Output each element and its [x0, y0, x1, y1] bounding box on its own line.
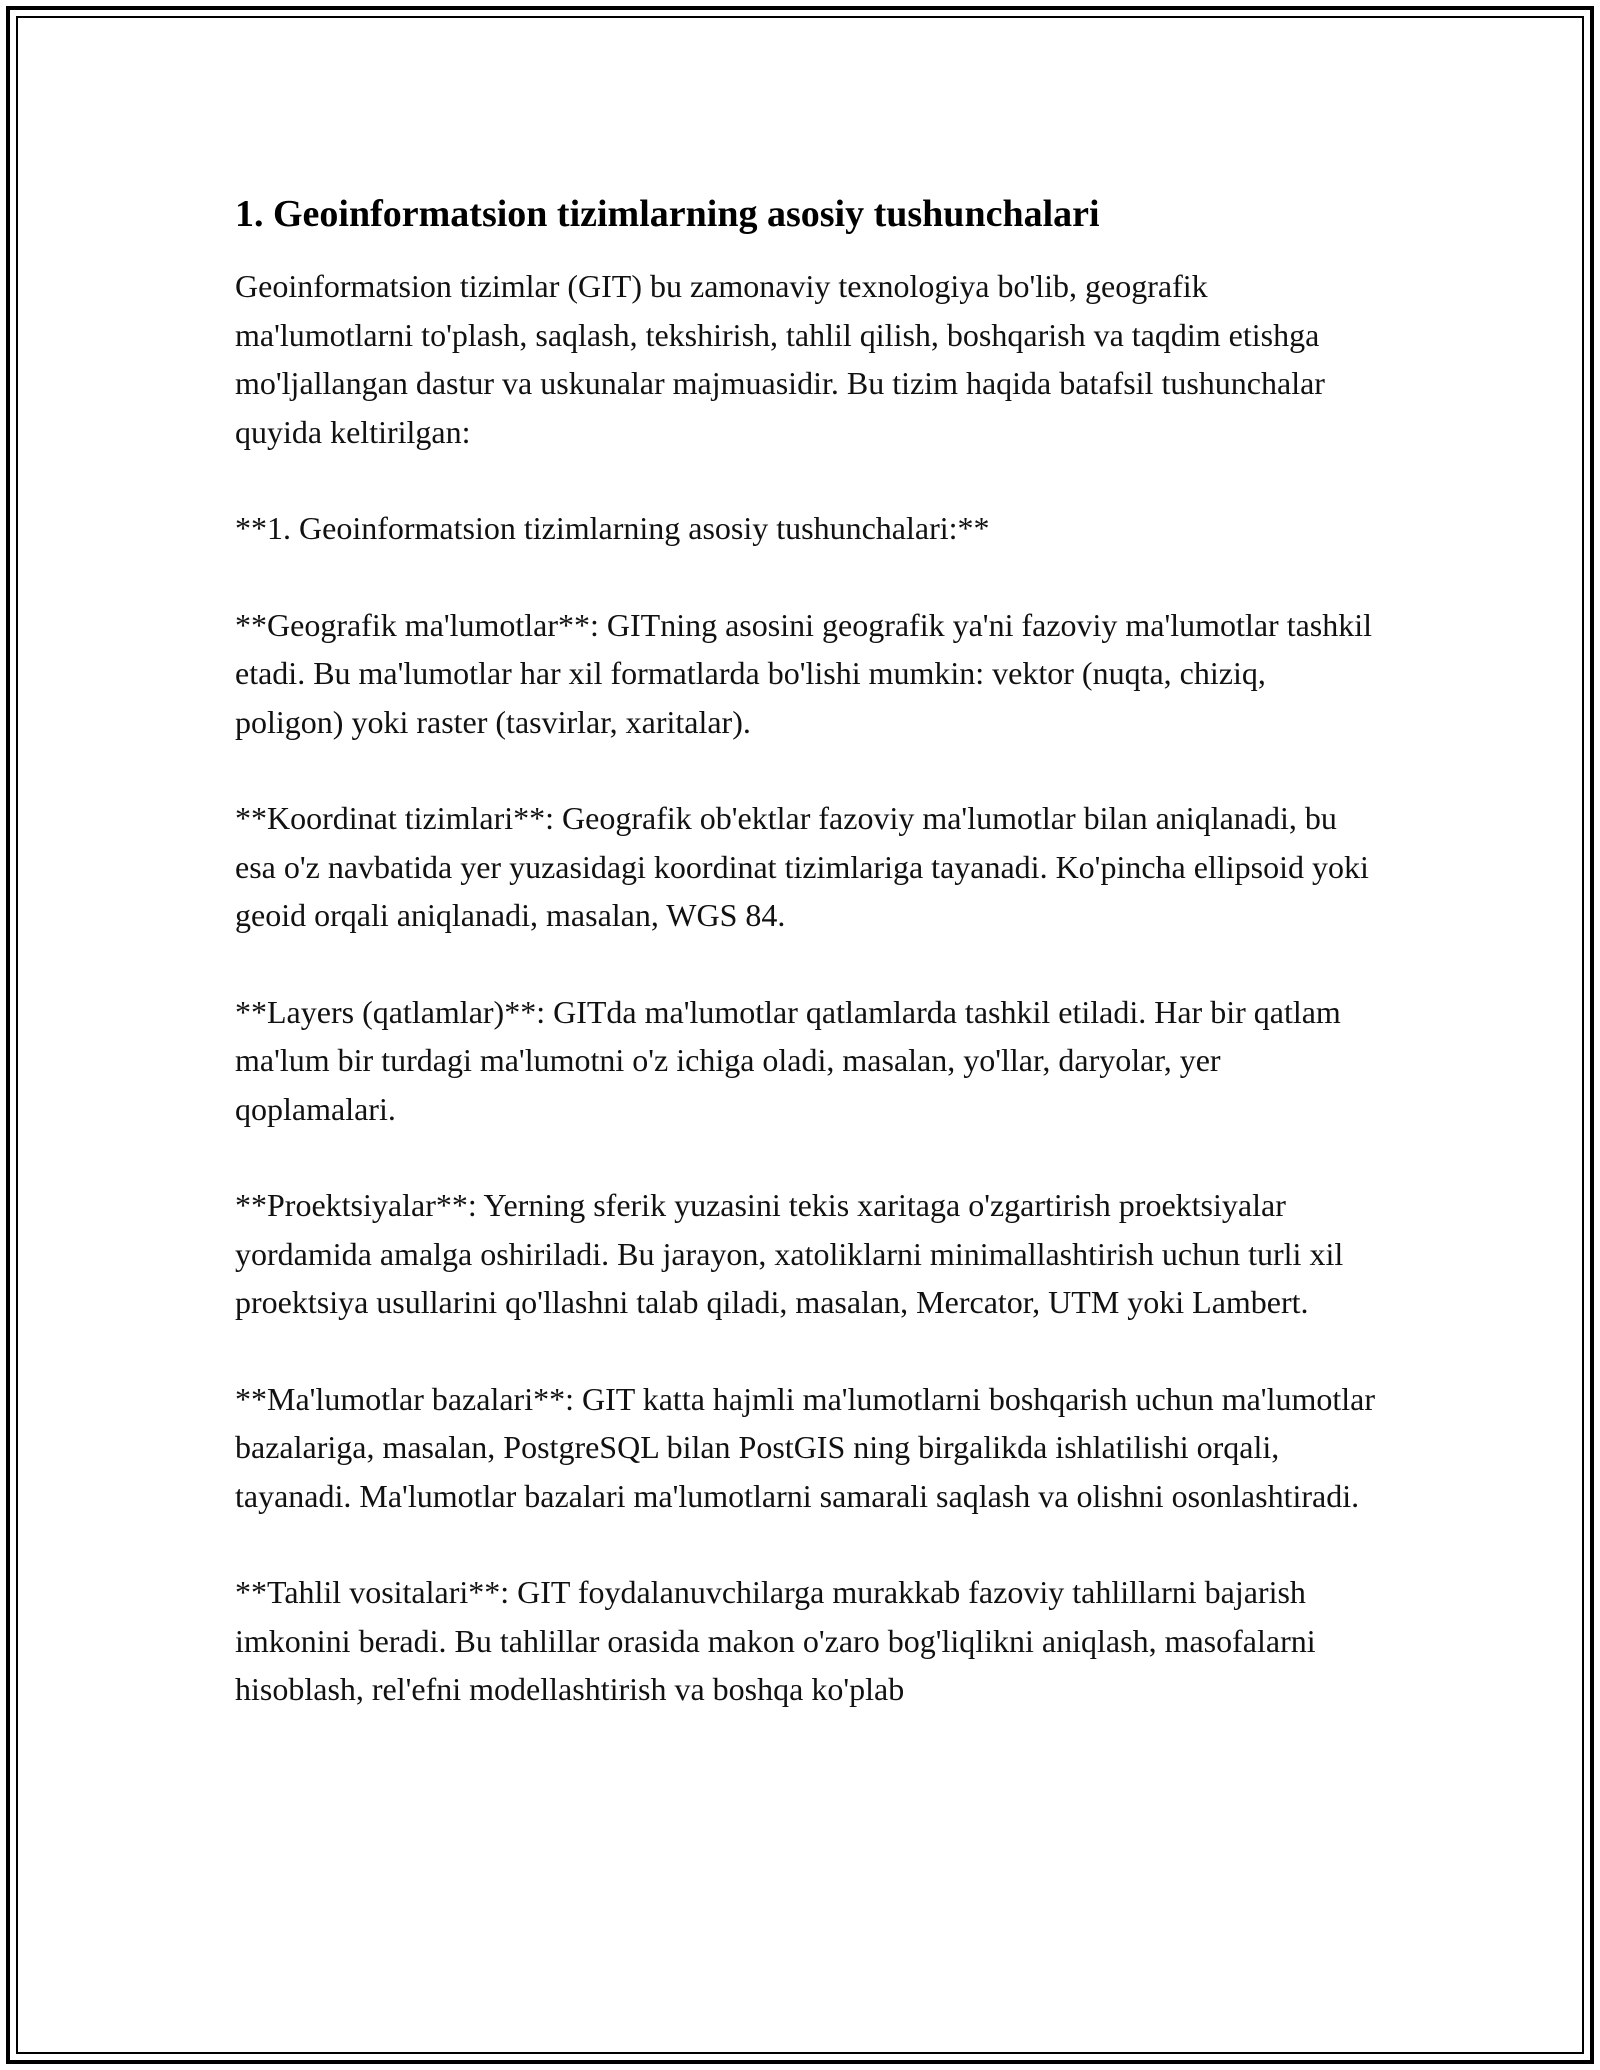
- paragraph-layers: **Layers (qatlamlar)**: GITda ma'lumotlar qatlamlarda tashkil etiladi. Har bir qatlam ma'lum bir turdagi ma'lumotni o'z ichiga oladi, masalan, yo'llar, daryolar, yer qoplamalari.: [235, 993, 1341, 1127]
- paragraph-projections: **Proektsiyalar**: Yerning sferik yuzasini tekis xaritaga o'zgartirish proektsiyalar yordamida amalga oshiriladi. Bu jarayon, xatoliklarni minimallashtirish uchun turli xil proektsiya usullarini qo'llashni talab qiladi, masalan, Mercator, UTM yoki Lambert.: [235, 1187, 1344, 1320]
- document-title: 1. Geoinformatsion tizimlarning asosiy tushunchalari: [235, 193, 1100, 235]
- paragraph-analysis-tools: **Tahlil vositalari**: GIT foydalanuvchilarga murakkab fazoviy tahlillarni bajarish imkonini beradi. Bu tahlillar orasida makon o'zaro bog'liqlikni aniqlash, masofalarni hisoblash, rel'efni modellashtirish va boshqa ko'plab: [235, 1574, 1316, 1707]
- intro-paragraph: Geoinformatsion tizimlar (GIT) bu zamonaviy texnologiya bo'lib, geografik ma'lumotlarni to'plash, saqlash, tekshirish, tahlil qilish, boshqarish va taqdim etishga mo'ljallangan dastur va uskunalar majmuasidir. Bu tizim haqida batafsil tushunchalar quyida keltirilgan:: [235, 268, 1325, 450]
- paragraph-databases: **Ma'lumotlar bazalari**: GIT katta hajmli ma'lumotlarni boshqarish uchun ma'lumotlar bazalariga, masalan, PostgreSQL bilan PostGIS ning birgalikda ishlatilishi orqali, tayanadi. Ma'lumotlar bazalari ma'lumotlarni samarali saqlash va olishni osonlashtiradi.: [235, 1380, 1375, 1514]
- paragraph-coordinate-systems: **Koordinat tizimlari**: Geografik ob'ektlar fazoviy ma'lumotlar bilan aniqlanadi, bu esa o'z navbatida yer yuzasidagi koordinat tizimlariga tayanadi. Ko'pincha ellipsoid yoki geoid orqali aniqlanadi, masalan, WGS 84.: [235, 800, 1369, 933]
- section-heading-paragraph: **1. Geoinformatsion tizimlarning asosiy tushunchalari:**: [235, 510, 990, 546]
- paragraph-geographic-data: **Geografik ma'lumotlar**: GITning asosini geografik ya'ni fazoviy ma'lumotlar tashkil etadi. Bu ma'lumotlar har xil formatlarda bo'lishi mumkin: vektor (nuqta, chiziq, poligon) yoki raster (tasvirlar, xaritalar).: [235, 606, 1373, 740]
- document-body: [235, 188, 1380, 1762]
